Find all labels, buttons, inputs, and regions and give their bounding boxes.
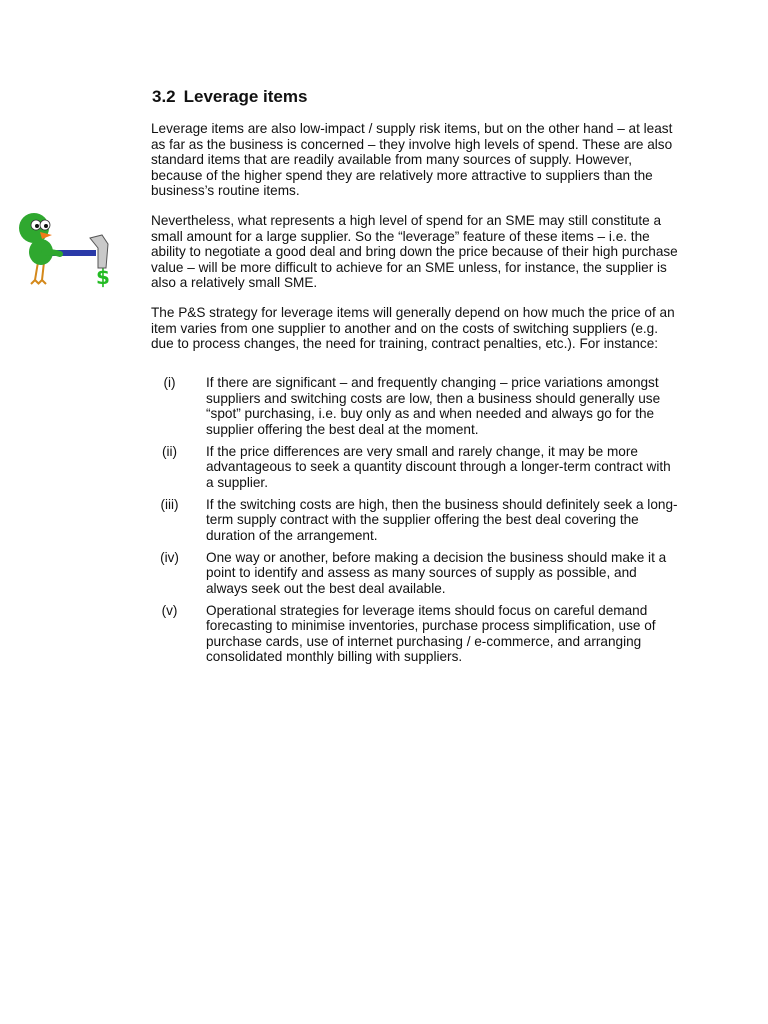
list-item-text: Operational strategies for leverage items should focus on careful demand forecasting to minimise inventories, purchase process simplification, use of purchase cards, use of internet purchasing / e-commerce, and arranging consolidated monthly billing with suppliers. [206,602,656,664]
list-item-text: If the switching costs are high, then the business should definitely seek a long-term supply contract with the supplier offering the best deal covering the duration of the arrangement. [206,496,678,543]
bird-with-hammer-icon [14,208,124,290]
list-item [151,497,681,544]
section-number: 3.2 [152,87,176,106]
section-heading [152,87,307,107]
list-item-number: (ii) [161,443,178,459]
list-item-number: (iv) [160,549,179,565]
list-item [151,550,681,597]
bird-pupil-left [35,224,39,228]
dollar-sign-icon: $ [96,265,110,289]
bird-pupil-right [44,224,48,228]
paragraph-leverage: Nevertheless, what represents a high level of spend for an SME may still constitute a small amount for a large supplier. So the “leverage” feature of these items – i.e. the ability to negotiate a good deal and bring down the price because of their high purchase value – will be more difficult to achieve for an SME unless, for instance, the supplier is also a relatively small SME. [151,213,678,290]
bird-wing [44,252,60,254]
list-item [151,444,681,491]
paragraph-strategy: The P&S strategy for leverage items will generally depend on how much the price of an item varies from one supplier to another and on the costs of switching suppliers (e.g. due to process changes, the need for training, contract penalties, etc.). For instance: [151,305,675,351]
paragraph-intro: Leverage items are also low-impact / supply risk items, but on the other hand – at least as far as the business is concerned – they involve high levels of spend. These are also standard items that are readily available from many sources of supply. However, because of the higher spend they are relatively more attractive to suppliers than the business’s routine items. [151,121,673,198]
list-item-number: (iii) [160,496,179,512]
strategy-list [151,375,681,671]
list-item-text: If the price differences are very small and rarely change, it may be more advantageous to seek a quantity discount through a longer-term contract with a supplier. [206,443,671,490]
list-item-number: (i) [163,375,176,390]
list-item [151,603,681,665]
list-item-text: If there are significant – and frequently changing – price variations amongst suppliers and switching costs are low, then a business should generally use “spot” purchasing, i.e. buy only as and when needed and always go for the supplier offering the best deal at the moment. [206,375,661,437]
list-item [151,375,681,437]
bird-legs [31,262,46,284]
list-item-text: One way or another, before making a decision the business should make it a point to identify and assess as many sources of supply as possible, and always seek out the best deal available. [206,549,667,596]
section-title: Leverage items [183,87,308,106]
list-item-number: (v) [161,602,178,618]
